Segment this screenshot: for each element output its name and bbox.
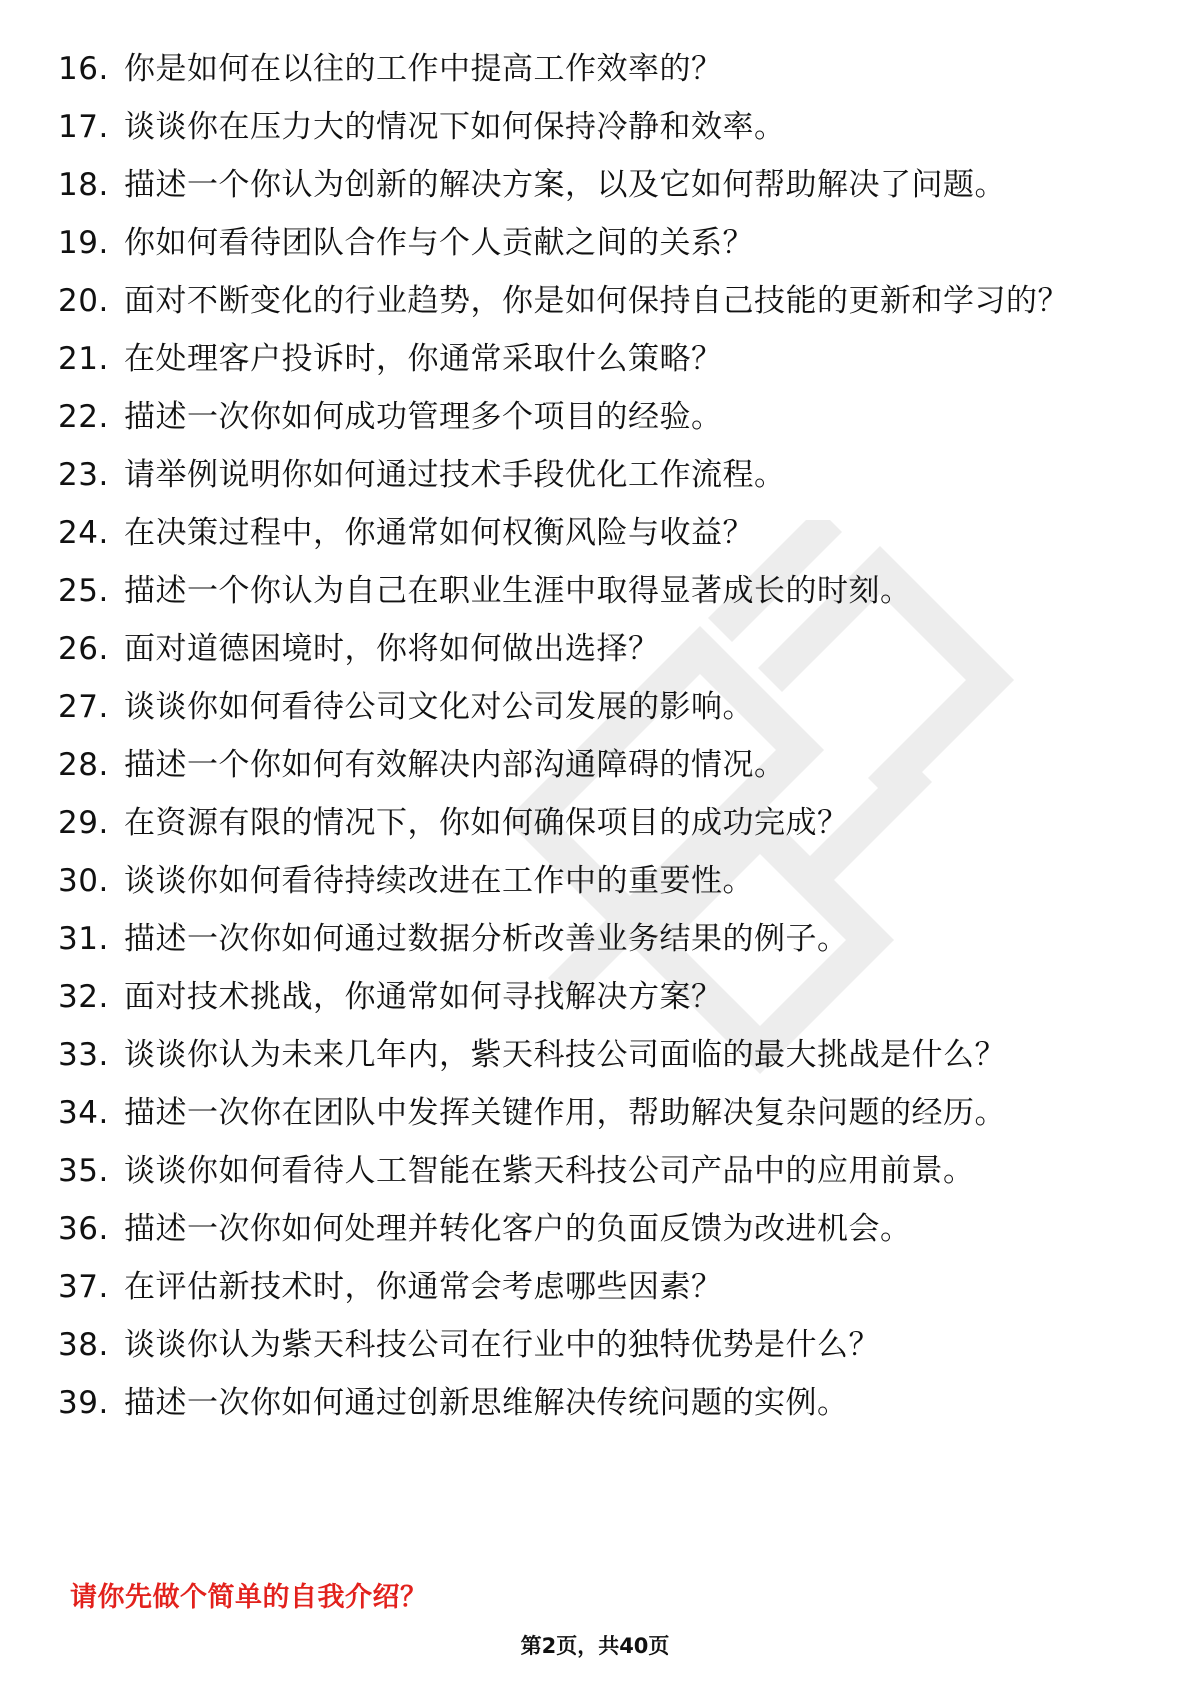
question-text: 描述一次你如何处理并转化客户的负面反馈为改进机会。: [124, 1211, 912, 1247]
question-text: 面对技术挑战，你通常如何寻找解决方案？: [124, 979, 723, 1015]
question-text: 你是如何在以往的工作中提高工作效率的？: [124, 51, 723, 87]
question-item: [58, 456, 1118, 495]
question-text: 谈谈你认为未来几年内，紫天科技公司面临的最大挑战是什么？: [124, 1037, 1006, 1073]
question-item: [58, 862, 1118, 901]
question-number: 28.: [58, 747, 109, 783]
question-item: [58, 746, 1118, 785]
question-number: 25.: [58, 573, 109, 609]
question-number: 18.: [58, 167, 109, 203]
question-text: 谈谈你如何看待人工智能在紫天科技公司产品中的应用前景。: [124, 1153, 975, 1189]
question-number: 21.: [58, 341, 109, 377]
question-text: 谈谈你在压力大的情况下如何保持冷静和效率。: [124, 109, 786, 145]
question-item: [58, 1094, 1118, 1133]
question-item: [58, 630, 1118, 669]
question-text: 描述一个你如何有效解决内部沟通障碍的情况。: [124, 747, 786, 783]
question-number: 17.: [58, 109, 109, 145]
question-text: 面对道德困境时，你将如何做出选择？: [124, 631, 660, 667]
question-text: 你如何看待团队合作与个人贡献之间的关系？: [124, 225, 754, 261]
question-number: 33.: [58, 1037, 109, 1073]
question-text: 谈谈你如何看待持续改进在工作中的重要性。: [124, 863, 754, 899]
question-number: 22.: [58, 399, 109, 435]
question-item: [58, 224, 1118, 263]
question-item: [58, 1326, 1118, 1365]
question-number: 16.: [58, 51, 109, 87]
question-item: [58, 50, 1118, 89]
page-number-footer: 第2页，共40页: [520, 1634, 670, 1658]
question-text: 在资源有限的情况下，你如何确保项目的成功完成？: [124, 805, 849, 841]
question-text: 描述一个你认为自己在职业生涯中取得显著成长的时刻。: [124, 573, 912, 609]
question-text: 在评估新技术时，你通常会考虑哪些因素？: [124, 1269, 723, 1305]
question-item: [58, 1210, 1118, 1249]
self-intro-prompt: 请你先做个简单的自我介绍？: [70, 1582, 428, 1613]
question-text: 描述一次你如何成功管理多个项目的经验。: [124, 399, 723, 435]
question-item: [58, 978, 1118, 1017]
question-item: [58, 108, 1118, 147]
question-number: 34.: [58, 1095, 109, 1131]
question-item: [58, 920, 1118, 959]
question-item: [58, 1268, 1118, 1307]
question-number: 36.: [58, 1211, 109, 1247]
question-item: [58, 688, 1118, 727]
question-text: 描述一次你如何通过创新思维解决传统问题的实例。: [124, 1385, 849, 1421]
question-text: 描述一次你在团队中发挥关键作用，帮助解决复杂问题的经历。: [124, 1095, 1006, 1131]
question-number: 23.: [58, 457, 109, 493]
question-item: [58, 1036, 1118, 1075]
question-number: 19.: [58, 225, 109, 261]
question-text: 谈谈你如何看待公司文化对公司发展的影响。: [124, 689, 754, 725]
question-item: [58, 340, 1118, 379]
question-text: 请举例说明你如何通过技术手段优化工作流程。: [124, 457, 786, 493]
question-number: 39.: [58, 1385, 109, 1421]
question-item: [58, 572, 1118, 611]
question-number: 24.: [58, 515, 109, 551]
question-number: 29.: [58, 805, 109, 841]
question-number: 35.: [58, 1153, 109, 1189]
question-text: 描述一次你如何通过数据分析改善业务结果的例子。: [124, 921, 849, 957]
question-item: [58, 398, 1118, 437]
question-number: 27.: [58, 689, 109, 725]
question-text: 在处理客户投诉时，你通常采取什么策略？: [124, 341, 723, 377]
question-number: 32.: [58, 979, 109, 1015]
question-number: 31.: [58, 921, 109, 957]
question-item: [58, 1384, 1118, 1423]
question-number: 26.: [58, 631, 109, 667]
question-text: 谈谈你认为紫天科技公司在行业中的独特优势是什么？: [124, 1327, 880, 1363]
question-item: [58, 282, 1118, 321]
question-item: [58, 804, 1118, 843]
question-text: 面对不断变化的行业趋势，你是如何保持自己技能的更新和学习的？: [124, 283, 1069, 319]
question-list: [58, 50, 1118, 1442]
question-text: 在决策过程中，你通常如何权衡风险与收益？: [124, 515, 754, 551]
question-item: [58, 166, 1118, 205]
question-number: 30.: [58, 863, 109, 899]
question-number: 37.: [58, 1269, 109, 1305]
question-item: [58, 514, 1118, 553]
question-item: [58, 1152, 1118, 1191]
question-text: 描述一个你认为创新的解决方案，以及它如何帮助解决了问题。: [124, 167, 1006, 203]
question-number: 20.: [58, 283, 109, 319]
question-number: 38.: [58, 1327, 109, 1363]
